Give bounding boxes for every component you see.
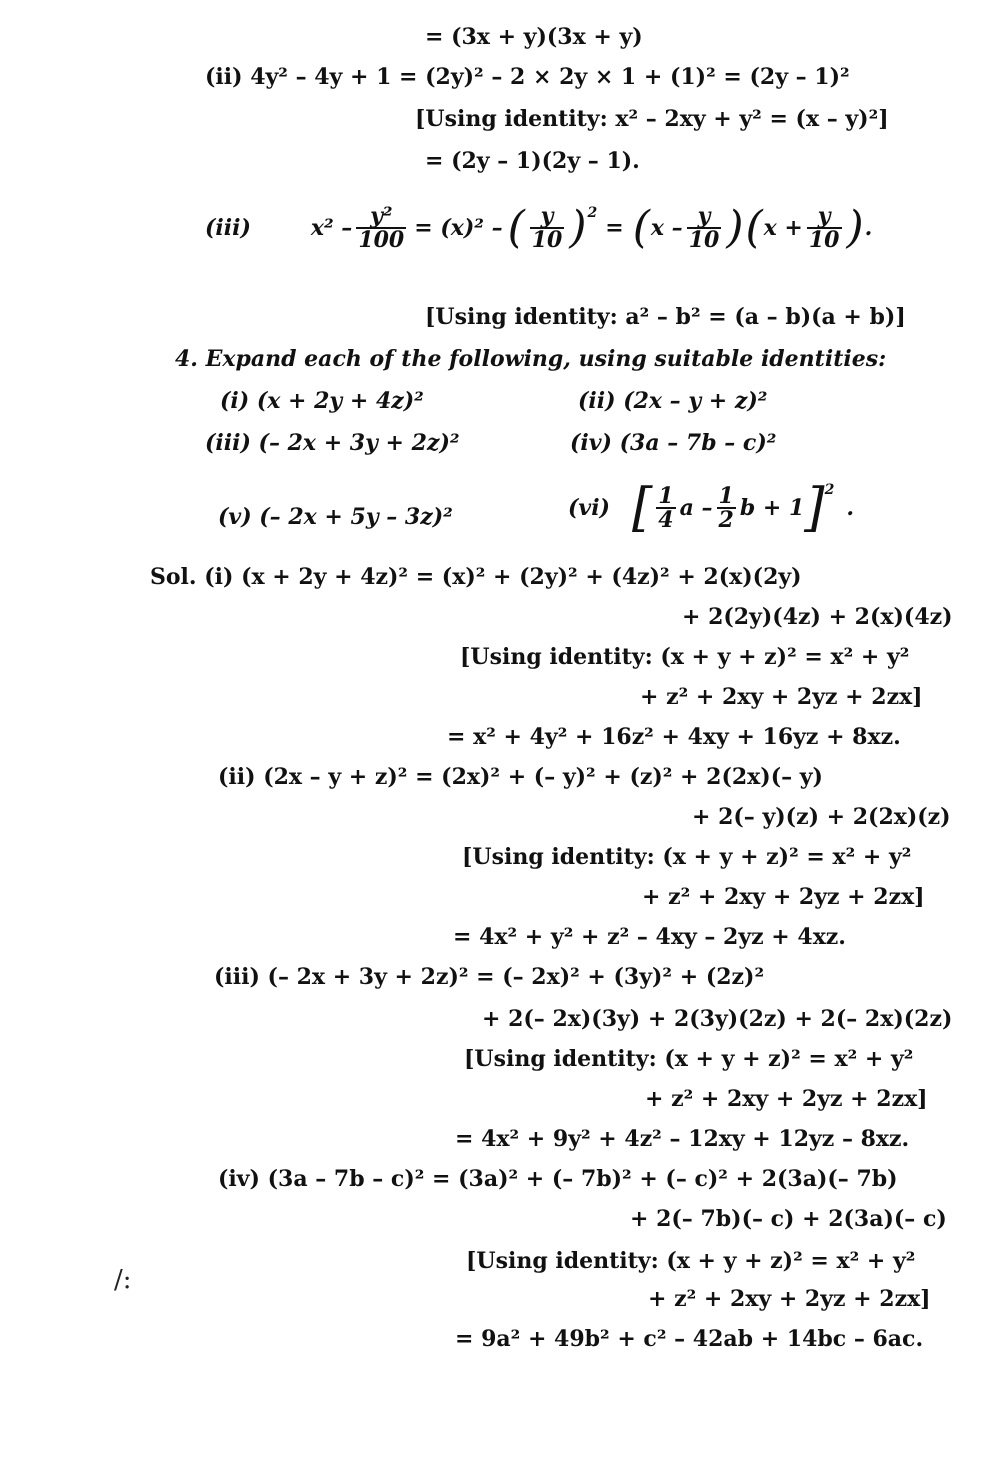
eq-vi-square: 2 — [824, 482, 835, 498]
line-l26: (iv) (3a – 7b – c)² = (3a)² + (– 7b)² + (– c)² + 2(3a)(– 7b) — [218, 1166, 898, 1192]
eq-vi-bracket-close: ] — [804, 478, 825, 538]
eq-vi-bracket-open: [ — [631, 478, 653, 538]
eq-iii-p2: x + — [763, 215, 803, 241]
equation-iii — [205, 202, 873, 253]
eq-iii-fraction-2 — [530, 205, 565, 251]
line-l21: (iii) (– 2x + 3y + 2z)² = (– 2x)² + (3y)² + (2z)² — [214, 964, 765, 990]
line-l14: + z² + 2xy + 2yz + 2zx] — [640, 684, 923, 710]
eq-iii-equals: = — [605, 215, 624, 241]
line-l23: [Using identity: (x + y + z)² = x² + y² — [464, 1046, 914, 1072]
line-l06: [Using identity: a² – b² = (a – b)(a + b)] — [425, 304, 906, 330]
line-l03: [Using identity: x² – 2xy + y² = (x – y)²] — [415, 106, 889, 132]
eq-iii-paren3-close: ) — [846, 202, 864, 253]
line-l01: = (3x + y)(3x + y) — [425, 24, 643, 50]
line-l18: [Using identity: (x + y + z)² = x² + y² — [462, 844, 912, 870]
eq-iii-f1-num: y² — [370, 203, 393, 229]
eq-iii-paren-open: ( — [507, 202, 525, 253]
eq-vi-fraction-2 — [717, 485, 736, 531]
eq-iii-f4-den: 10 — [808, 227, 840, 253]
eq-iii-p1: x – — [650, 215, 683, 241]
line-l07: 4. Expand each of the following, using suitable identities: — [175, 346, 887, 372]
line-l28: [Using identity: (x + y + z)² = x² + y² — [466, 1248, 916, 1274]
line-l16: (ii) (2x – y + z)² = (2x)² + (– y)² + (z)² + 2(2x)(– y) — [218, 764, 823, 790]
eq-vi-f1-num: 1 — [658, 483, 674, 509]
eq-iii-f3-num: y — [697, 203, 711, 229]
line-l20: = 4x² + y² + z² – 4xy – 2yz + 4xz. — [453, 924, 846, 950]
line-l02: (ii) 4y² – 4y + 1 = (2y)² – 2 × 2y × 1 + (1)² = (2y – 1)² — [205, 64, 850, 90]
eq-iii-f3-den: 10 — [688, 227, 720, 253]
eq-iii-f4-num: y — [817, 203, 831, 229]
line-l09a: (iii) (– 2x + 3y + 2z)² — [205, 430, 460, 456]
line-l19: + z² + 2xy + 2yz + 2zx] — [642, 884, 925, 910]
line-l27: + 2(– 7b)(– c) + 2(3a)(– c) — [630, 1206, 947, 1232]
line-l17: + 2(– y)(z) + 2(2x)(z) — [692, 804, 951, 830]
eq-iii-end: . — [864, 215, 873, 241]
line-l22: + 2(– 2x)(3y) + 2(3y)(2z) + 2(– 2x)(2z) — [482, 1006, 953, 1032]
margin-mark: /: — [114, 1265, 132, 1295]
line-l15: = x² + 4y² + 16z² + 4xy + 16yz + 8xz. — [447, 724, 901, 750]
line-l13: [Using identity: (x + y + z)² = x² + y² — [460, 644, 910, 670]
line-l11: Sol. (i) (x + 2y + 4z)² = (x)² + (2y)² + (4z)² + 2(x)(2y) — [150, 564, 802, 590]
eq-iii-f1-den: 100 — [358, 227, 405, 253]
eq-vi-fraction-1 — [656, 485, 675, 531]
eq-iii-square: 2 — [587, 205, 598, 221]
line-l04: = (2y – 1)(2y – 1). — [425, 148, 640, 174]
eq-iii-fraction-1 — [356, 205, 406, 251]
eq-iii-paren2-open: ( — [632, 202, 650, 253]
eq-iii-f2-num: y — [540, 203, 554, 229]
line-l08b: (ii) (2x – y + z)² — [578, 388, 768, 414]
eq-vi-f2-den: 2 — [718, 507, 734, 533]
eq-iii-x2: x² – — [310, 215, 353, 241]
eq-iii-fraction-4 — [807, 205, 842, 251]
line-l30: = 9a² + 49b² + c² – 42ab + 14bc – 6ac. — [455, 1326, 924, 1352]
eq-iii-fraction-3 — [687, 205, 722, 251]
line-l25: = 4x² + 9y² + 4z² – 12xy + 12yz – 8xz. — [455, 1126, 910, 1152]
line-l29: + z² + 2xy + 2yz + 2zx] — [648, 1286, 931, 1312]
eq-vi-f1-den: 4 — [658, 507, 674, 533]
eq-iii-mid1: = (x)² – — [414, 215, 503, 241]
eq-vi-f2-num: 1 — [718, 483, 734, 509]
eq-iii-paren-close: ) — [569, 202, 587, 253]
line-l10a: (v) (– 2x + 5y – 3z)² — [218, 504, 453, 530]
eq-iii-paren3-open: ( — [745, 202, 763, 253]
equation-vi — [568, 478, 854, 538]
line-l24: + z² + 2xy + 2yz + 2zx] — [645, 1086, 928, 1112]
eq-vi-label: (vi) — [568, 495, 610, 521]
eq-vi-end: . — [846, 495, 854, 521]
line-l08a: (i) (x + 2y + 4z)² — [220, 388, 424, 414]
line-l09b: (iv) (3a – 7b – c)² — [570, 430, 777, 456]
eq-iii-paren2-close: ) — [726, 202, 744, 253]
eq-vi-a: a – — [679, 495, 713, 521]
eq-vi-b: b + 1 — [739, 495, 805, 521]
eq-iii-label: (iii) — [205, 215, 251, 241]
eq-iii-f2-den: 10 — [531, 227, 563, 253]
line-l12: + 2(2y)(4z) + 2(x)(4z) — [682, 604, 953, 630]
